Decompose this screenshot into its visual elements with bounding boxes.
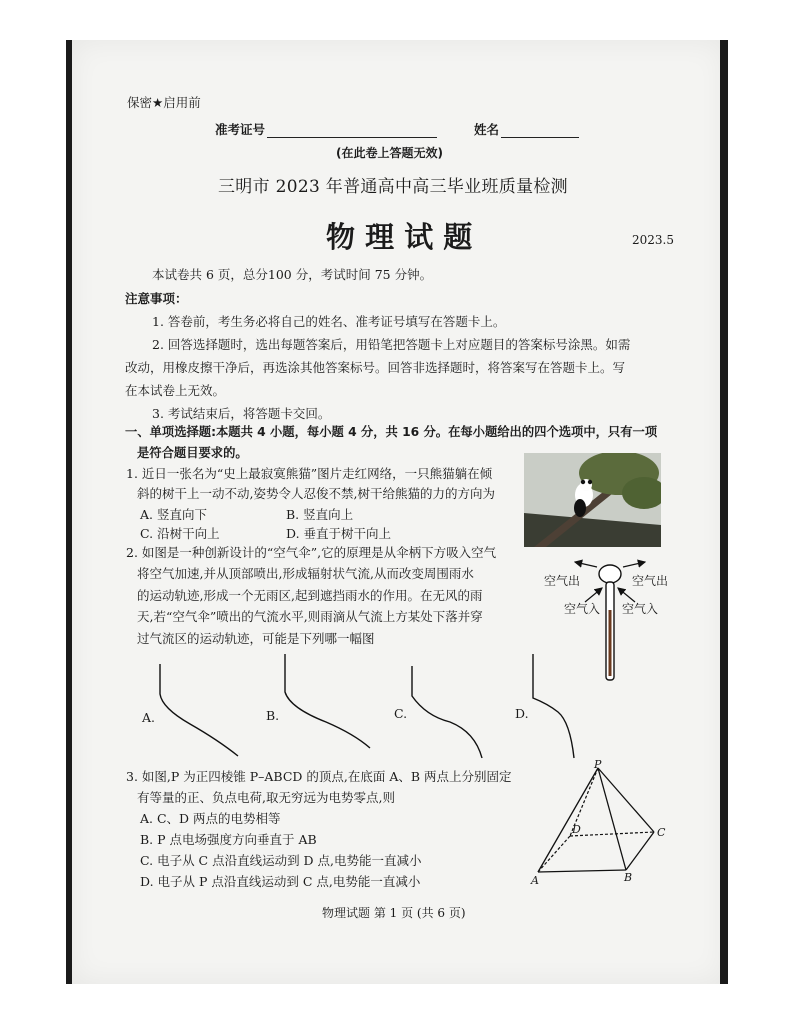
q3-option-d: D. 电子从 P 点沿直线运动到 C 点,电势能一直减小 — [140, 874, 421, 889]
air-in-left-label: 空气入 — [564, 602, 601, 616]
subject-title: 物 理 试 题 — [326, 220, 473, 254]
page-footer: 物理试题 第 1 页 (共 6 页) — [322, 906, 466, 920]
q3-stem: 3. 如图,P 为正四棱锥 P–ABCD 的顶点,在底面 A、B 两点上分别固定 — [126, 769, 512, 784]
section-heading-cont: 是符合题目要求的。 — [137, 446, 248, 460]
note-line: 1. 答卷前，考生务必将自己的姓名、准考证号填写在答题卡上。 — [152, 314, 506, 329]
exam-number-blank — [267, 125, 437, 138]
q3-option-a: A. C、D 两点的电势相等 — [140, 811, 281, 826]
panda-photo — [524, 453, 661, 547]
exam-number-label: 准考证号 — [215, 122, 266, 137]
q3-option-c: C. 电子从 C 点沿直线运动到 D 点,电势能一直减小 — [140, 853, 422, 868]
q3-stem: 有等量的正、负点电荷,取无穷远为电势零点,则 — [137, 790, 395, 805]
vertex-a-label: A — [531, 874, 539, 887]
vertex-p-label: P — [594, 758, 602, 771]
name-blank — [501, 125, 579, 138]
q1-option-d: D. 垂直于树干向上 — [286, 526, 392, 541]
exam-date: 2023.5 — [632, 233, 674, 247]
q1-stem: 1. 近日一张名为“史上最寂寞熊猫”图片走红网络，一只熊猫躺在倾 — [126, 466, 493, 481]
option-c-label: C. — [394, 706, 408, 721]
trajectory-options — [130, 652, 730, 762]
intro-text: 本试卷共 6 页，总分100 分，考试时间 75 分钟。 — [152, 267, 433, 282]
note-line: 在本试卷上无效。 — [125, 383, 226, 398]
note-line: 改动，用橡皮擦干净后，再选涂其他答案标号。回答非选择题时，将答案写在答题卡上。写 — [125, 360, 626, 375]
exam-number-row — [215, 122, 437, 138]
q2-stem: 的运动轨迹,形成一个无雨区,起到遮挡雨水的作用。在无风的雨 — [137, 588, 483, 603]
name-row — [474, 122, 579, 138]
trajectory-a-curve — [160, 664, 238, 756]
q2-stem: 将空气加速,并从顶部喷出,形成辐射状气流,从而改变周围雨水 — [137, 566, 474, 581]
q2-stem: 天,若“空气伞”喷出的气流水平,则雨滴从气流上方某处下落并穿 — [137, 609, 483, 624]
option-a-label: A. — [142, 710, 156, 725]
trajectory-b-curve — [285, 654, 370, 748]
notes-heading: 注意事项： — [125, 291, 188, 306]
q1-option-c: C. 沿树干向上 — [140, 526, 220, 541]
air-in-right-label: 空气入 — [622, 602, 659, 616]
pyramid-diagram — [528, 760, 678, 880]
scan-edge-right — [720, 40, 728, 984]
invalid-note: (在此卷上答题无效) — [336, 146, 443, 160]
q3-option-b: B. P 点电场强度方向垂直于 AB — [140, 832, 317, 847]
vertex-b-label: B — [624, 871, 633, 884]
note-line: 2. 回答选择题时，选出每题答案后，用铅笔把答题卡上对应题目的答案标号涂黑。如需 — [152, 337, 631, 352]
air-out-right-label: 空气出 — [632, 574, 669, 588]
vertex-d-label: D — [572, 823, 581, 836]
option-b-label: B. — [266, 708, 280, 723]
name-label: 姓名 — [474, 122, 500, 137]
scan-edge-left — [66, 40, 72, 984]
note-line: 3. 考试结束后，将答题卡交回。 — [152, 406, 331, 421]
q1-option-a: A. 竖直向下 — [140, 507, 207, 522]
q1-option-b: B. 竖直向上 — [286, 507, 354, 522]
vertex-c-label: C — [657, 826, 666, 839]
option-d-label: D. — [515, 706, 529, 721]
secret-label: 保密★启用前 — [127, 95, 201, 110]
trajectory-d-curve — [533, 654, 574, 758]
trajectory-c-curve — [412, 666, 482, 758]
air-out-left-label: 空气出 — [544, 574, 581, 588]
section-heading: 一、单项选择题:本题共 4 小题，每小题 4 分，共 16 分。在每小题给出的四个选项中，只有一项 — [125, 425, 658, 439]
q2-stem: 2. 如图是一种创新设计的“空气伞”,它的原理是从伞柄下方吸入空气 — [126, 545, 497, 560]
q1-stem: 斜的树干上一动不动,姿势令人忍俊不禁,树干给熊猫的力的方向为 — [137, 486, 495, 501]
exam-title: 三明市 2023 年普通高中高三毕业班质量检测 — [218, 177, 568, 197]
q2-stem: 过气流区的运动轨迹，可能是下列哪一幅图 — [137, 631, 375, 646]
